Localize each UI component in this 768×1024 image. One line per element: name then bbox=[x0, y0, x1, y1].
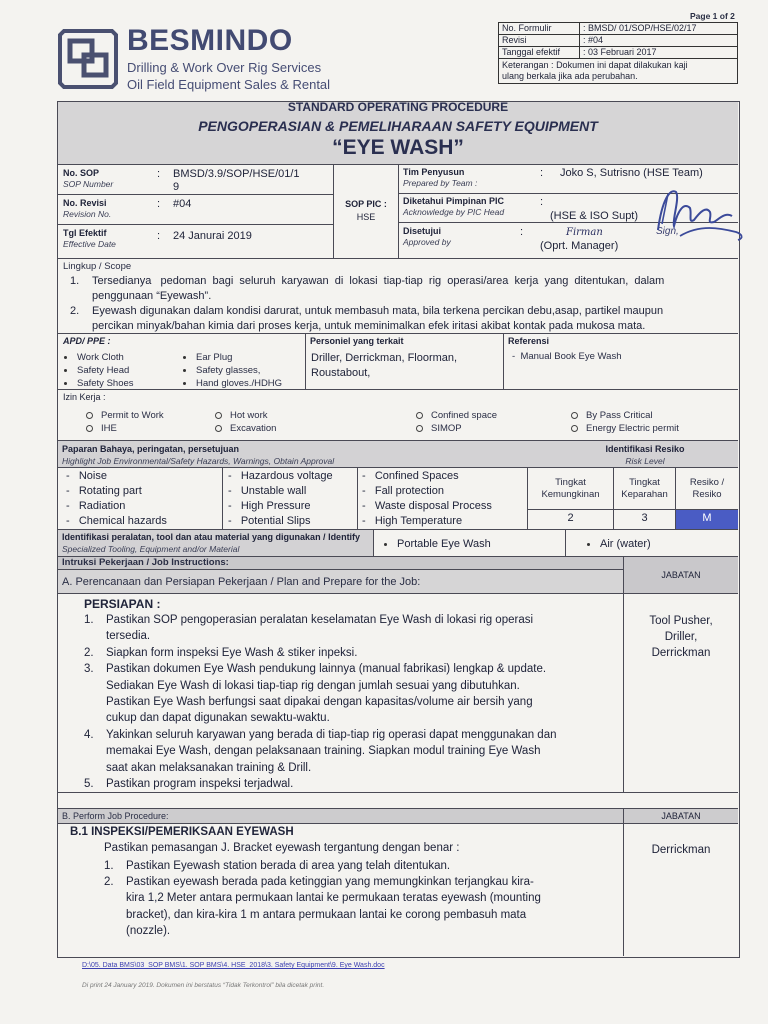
step-line bbox=[84, 776, 619, 792]
reference-value: - Manual Book Eye Wash bbox=[512, 351, 622, 362]
tool-item-2 bbox=[587, 538, 651, 550]
b1-heading: B.1 INSPEKSI/PEMERIKSAAN EYEWASH bbox=[70, 826, 294, 838]
bullet-icon bbox=[183, 369, 186, 372]
ppe-item: Safety Head bbox=[77, 365, 130, 376]
prepared-by-label: Tim Penyusun bbox=[403, 167, 465, 177]
reference-label: Referensi bbox=[508, 336, 550, 346]
effective-date-field-label: Tgl Efektif bbox=[63, 228, 107, 238]
document-info-table bbox=[498, 22, 738, 84]
note-line-1: Dokumen ini dapat dilakukan kaji bbox=[556, 60, 688, 70]
step-number: 2. bbox=[104, 876, 114, 889]
print-note: Di print 24 January 2019. Dokumen ini berstatus “Tidak Terkontrol” bila dicetak print. bbox=[82, 982, 325, 989]
step-line bbox=[104, 923, 619, 939]
step-text: memakai Eye Wash, dengan pelaksanaan training. Siapkan modul training Eye Wash bbox=[106, 745, 541, 758]
b1-role: Derrickman bbox=[651, 844, 711, 856]
step-line bbox=[104, 890, 619, 906]
step-line bbox=[104, 874, 619, 890]
revision-no-sub: Revision No. bbox=[63, 209, 112, 219]
hazard-item: Hazardous voltage bbox=[240, 470, 333, 482]
hazard-item: Rotating part bbox=[78, 485, 142, 497]
severity-header-2: Keparahan bbox=[621, 489, 668, 500]
sop-number-label: No. SOP bbox=[63, 168, 100, 178]
hazard-sub: Highlight Job Environmental/Safety Hazards, Warnings, Obtain Approval bbox=[62, 456, 335, 466]
revision-no-label: No. Revisi bbox=[63, 198, 107, 208]
step-text: tersedia. bbox=[106, 630, 151, 643]
role-item: Driller, bbox=[664, 631, 698, 643]
sop-number-sub: SOP Number bbox=[63, 179, 114, 189]
ppe-item: Safety glasses, bbox=[196, 365, 261, 376]
hazard-item: Confined Spaces bbox=[374, 470, 459, 482]
signature-mark bbox=[640, 180, 750, 250]
sign-text: Sign, bbox=[656, 226, 679, 237]
form-number-label: No. Formulir bbox=[499, 23, 580, 35]
approver-name: Firman bbox=[566, 227, 603, 238]
scope-item-1-line-1: Tersedianya pedoman bagi seluruh karyawan di lokasi tiap-tiap rig operasi/area kerja yang ditentukan, dalam bbox=[92, 275, 665, 287]
plan-roles bbox=[624, 613, 738, 661]
permit-item: IHE bbox=[101, 423, 117, 434]
risk-header-2: Resiko bbox=[692, 489, 722, 500]
form-number-value: : BMSD/ 01/SOP/HSE/02/17 bbox=[580, 23, 738, 35]
checkbox-icon bbox=[416, 425, 423, 432]
risk-level-value: M bbox=[702, 512, 712, 524]
step-line bbox=[84, 743, 619, 759]
permit-col-2 bbox=[215, 409, 276, 435]
bullet-icon bbox=[587, 543, 590, 546]
step-text: saat akan melaksanakan training & Drill. bbox=[106, 761, 312, 774]
company-name: BESMINDO bbox=[127, 24, 293, 57]
bullet-icon bbox=[384, 543, 387, 546]
checkbox-icon bbox=[416, 412, 423, 419]
hazard-item: Noise bbox=[78, 470, 107, 482]
scope-item-1-line-2: penggunaan “Eyewash”. bbox=[92, 290, 212, 302]
role-item: Tool Pusher, bbox=[649, 615, 713, 627]
permit-label: Izin Kerja : bbox=[63, 392, 106, 402]
likelihood-value: 2 bbox=[567, 512, 574, 524]
step-line bbox=[84, 661, 619, 677]
ppe-item: Ear Plug bbox=[196, 352, 233, 363]
note-label: Keterangan : bbox=[502, 60, 554, 70]
step-text: Siapkan form inspeksi Eye Wash & stiker inpeksi. bbox=[106, 646, 358, 659]
prepared-by-value: Joko S, Sutrisno (HSE Team) bbox=[560, 167, 703, 179]
step-line bbox=[84, 645, 619, 661]
checkbox-icon bbox=[571, 412, 578, 419]
effective-date-field-sub: Effective Date bbox=[63, 239, 116, 249]
sop-pic-label: SOP PIC : bbox=[345, 199, 387, 209]
hazard-item: High Temperature bbox=[374, 515, 463, 527]
approved-label: Disetujui bbox=[403, 226, 442, 236]
checkbox-icon bbox=[86, 412, 93, 419]
hazard-item: Fall protection bbox=[374, 485, 444, 497]
tools-label: Identifikasi peralatan, tool dan atau material yang digunakan / Identify bbox=[62, 532, 361, 542]
company-tagline-2: Oil Field Equipment Sales & Rental bbox=[127, 77, 331, 92]
ppe-item: Hand gloves./HDHG bbox=[196, 378, 283, 389]
checkbox-icon bbox=[215, 412, 222, 419]
step-text: Sediakan Eye Wash di lokasi tiap-tiap rig dengan jumlah sesuai yang dibutuhkan. bbox=[106, 679, 520, 692]
step-number: 1. bbox=[104, 860, 114, 872]
inspection-steps bbox=[104, 858, 619, 939]
tool-item-1-text: Portable Eye Wash bbox=[397, 538, 491, 550]
step-line bbox=[84, 694, 619, 710]
severity-value: 3 bbox=[641, 512, 648, 524]
step-text: Yakinkan seluruh karyawan yang berada di tiap-tiap rig operasi dapat menggunakan dan bbox=[106, 728, 557, 741]
personnel-line-1: Driller, Derrickman, Floorman, bbox=[311, 352, 458, 364]
permit-col-3 bbox=[416, 409, 497, 435]
permit-item: Energy Electric permit bbox=[586, 423, 679, 434]
step-line bbox=[84, 612, 619, 628]
checkbox-icon bbox=[571, 425, 578, 432]
hazard-col-1: - Noise - Rotating part - Radiation - Chemical hazards bbox=[66, 470, 167, 527]
checkbox-icon bbox=[86, 425, 93, 432]
document-page: Page 1 of 2 BESMINDO Drilling & Work Over Rig Services Oil Field Equipment Sales & Rental No. Formulir : BMSD/ 01/SOP/HSE/02/17 Revisi : #04 Tanggal efektif : 03 Februari 2017 Keterangan : Dokumen ini dapat dilakukan kaji ulang berkala jika ada perubahan. STANDARD OPERATING PROCEDURE PENGOPERASIAN & PEMELIHARAAN SAFETY EQUIPMENT “EYE WASH” No. SOP SOP Number : BMSD/3.9/SOP/HSE/01/1 9 No. Revisi Revision No. : #04 Tgl Efektif Effective Date : 24 Janurai 2019 SOP PIC : HSE Tim Penyusun Prepared by Team : : Joko S, Sutrisno (HSE Team) Diketahui Pimpinan PIC Acknowledge by PIC Head : (HSE & ISO Supt) Disetujui Approved by : Firman (Oprt. Manager) Sign, Lingkup / Scope 1. Tersedianya pedoman bagi seluruh karyawan di lokasi tiap-tiap rig operasi/area kerja yang ditentukan, dalam penggunaan “Eyewash”. 2. Eyewash digunakan dalam kondisi darurat, untuk membasuh mata, bila terkena percikan debu,asap, partikel maupun percikan minyak/bahan kimia dari proses kerja, untuk meminimalkan efek iritasi akibat kontak pada mukosa mata. APD/ PPE : Work Cloth Safety Head Safety Shoes Ear Plug Safety glasses, Hand gloves./HDHG Personiel yang terkait Driller, Derrickman, Floorman, Roustabout, Referensi - Manual Book Eye Wash Izin Kerja : Permit to Work IHE Hot work Excavation Confined space SIMOP By Pass Critical Energy Electric permit Paparan Bahaya, peringatan, persetujuan Highlight Job Environmental/Safety Hazards, Warnings, Obtain Approval Identifikasi Resiko Risk Level - Noise - Rotating part - Radiation - Chemical hazards - Hazardous voltage - Unstable wall - High Pressure - Potential Slips - Confined Spaces - Fall protection - Waste disposal Process - High Temperature Tingkat Kemungkinan Tingkat Keparahan Resiko / Resiko 2 3 M Identifikasi peralatan, tool dan atau material yang digunakan / Identify Specialized Tooling, Equipment and/or Material Portable Eye Wash Air (water) Intruksi Pekerjaan / Job Instructions: A. Perencanaan dan Persiapan Pekerjaan / Plan and Prepare for the Job: JABATAN PERSIAPAN : 1. Pastikan SOP pengoperasian peralatan keselamatan Eye Wash di lokasi rig operasi tersedia. 2. Siapkan form inspeksi Eye Wash & stiker inpeksi. 3. Pastikan dokumen Eye Wash pendukung lainnya (manual fabrikasi) lengkap & update. Sediakan Eye Wash di lokasi tiap-tiap rig dengan jumlah sesuai yang dibutuhkan. Pastikan Eye Wash berfungsi saat dipakai dengan kapasitas/volume air bersih yang cukup dan dapat digunakan sewaktu-waktu. 4. Yakinkan seluruh karyawan yang berada di tiap-tiap rig operasi dapat menggunakan dan memakai Eye Wash, dengan pelaksanaan training. Siapkan modul training Eye Wash saat akan melaksanakan training & Drill. 5. Pastikan program inspeksi terjadwal. Tool Pusher, Driller, Derrickman B. Perform Job Procedure: JABATAN B.1 INSPEKSI/PEMERIKSAAN EYEWASH Pastikan pemasangan J. Bracket eyewash tergantung dengan benar : 1. Pastikan Eyewash station berada di area yang telah ditentukan. 2. Pastikan eyewash berada pada ketinggian yang memungkinkan terjangkau kira- kira 1,2 Meter antara permukaan lantai ke permukaan teratas eyewash (mounting bracket), dan kira-kira 1 m antara permukaan lantai ke corong pembasuh mata (nozzle). Derrickman D:\05. Data BMS\03_SOP BMS\1. SOP BMS\4. HSE_2018\3. Safety Equipment\9. Eye Wash.doc Di print 24 January 2019. Dokumen ini berstatus “Tidak Terkontrol” bila dicetak print. bbox=[0, 0, 768, 1024]
reference-text: Manual Book Eye Wash bbox=[520, 351, 622, 362]
step-line bbox=[84, 678, 619, 694]
permit-col-1 bbox=[86, 409, 164, 435]
step-text: Pastikan Eyewash station berada di area yang telah ditentukan. bbox=[126, 860, 451, 872]
plan-steps bbox=[84, 612, 619, 792]
step-line bbox=[84, 760, 619, 776]
plan-header: A. Perencanaan dan Persiapan Pekerjaan / Plan and Prepare for the Job: bbox=[62, 576, 421, 588]
risk-sub: Risk Level bbox=[625, 456, 665, 466]
step-number: 5. bbox=[84, 777, 94, 790]
perform-header: B. Perform Job Procedure: bbox=[62, 811, 169, 821]
risk-header bbox=[676, 477, 738, 501]
jabatan-header-b: JABATAN bbox=[661, 811, 701, 821]
permit-item: Hot work bbox=[230, 410, 268, 421]
ppe-item: Safety Shoes bbox=[77, 378, 134, 389]
checkbox-icon bbox=[215, 425, 222, 432]
hazard-col-2: - Hazardous voltage - Unstable wall - High Pressure - Potential Slips bbox=[228, 470, 333, 527]
sop-title-line-3: “EYE WASH” bbox=[332, 136, 464, 159]
risk-label: Identifikasi Resiko bbox=[605, 444, 685, 454]
permit-item: Permit to Work bbox=[101, 410, 164, 421]
risk-header-1: Resiko / bbox=[689, 477, 725, 488]
ppe-item: Work Cloth bbox=[77, 352, 124, 363]
revision-label: Revisi bbox=[499, 35, 580, 47]
scope-item-2-num: 2. bbox=[70, 305, 80, 317]
hazard-label: Paparan Bahaya, peringatan, persetujuan bbox=[62, 444, 240, 454]
step-text: Pastikan Eye Wash berfungsi saat dipakai dengan kapasitas/volume air bersih yang bbox=[106, 695, 533, 708]
file-path-link[interactable]: D:\05. Data BMS\03_SOP BMS\1. SOP BMS\4. HSE_2018\3. Safety Equipment\9. Eye Wash.doc bbox=[82, 962, 385, 969]
hazard-item: High Pressure bbox=[240, 500, 311, 512]
permit-item: Excavation bbox=[230, 423, 277, 434]
step-number: 3. bbox=[84, 663, 94, 676]
hazard-col-3: - Confined Spaces - Fall protection - Waste disposal Process - High Temperature bbox=[362, 470, 492, 527]
severity-header-1: Tingkat bbox=[629, 477, 660, 488]
role-item: Derrickman bbox=[651, 647, 711, 659]
effective-date-label: Tanggal efektif bbox=[499, 47, 580, 59]
ppe-column-2 bbox=[183, 351, 282, 390]
step-line bbox=[104, 858, 619, 874]
tool-item-1 bbox=[384, 538, 491, 550]
page-number: Page 1 of 2 bbox=[690, 11, 735, 21]
tool-item-2-text: Air (water) bbox=[600, 538, 651, 550]
bullet-icon bbox=[64, 369, 67, 372]
jabatan-header-a: JABATAN bbox=[661, 570, 701, 580]
revision-no-value: #04 bbox=[173, 198, 192, 210]
approved-value: (Oprt. Manager) bbox=[540, 240, 619, 252]
hazard-item: Chemical hazards bbox=[78, 515, 167, 527]
step-text: (nozzle). bbox=[126, 924, 171, 937]
step-number: 4. bbox=[84, 728, 94, 741]
hazard-item: Potential Slips bbox=[240, 515, 311, 527]
note-line-2: ulang berkala jika ada perubahan. bbox=[502, 71, 638, 81]
scope-item-1-num: 1. bbox=[70, 275, 80, 287]
tools-sub: Specialized Tooling, Equipment and/or Material bbox=[62, 544, 240, 554]
permit-item: Confined space bbox=[431, 410, 498, 421]
revision-value: : #04 bbox=[580, 35, 738, 47]
step-text: bracket), dan kira-kira 1 m antara permukaan lantai ke corong pembasuh mata bbox=[126, 908, 527, 921]
permit-col-4 bbox=[571, 409, 679, 435]
bullet-icon bbox=[183, 382, 186, 385]
step-text: cukup dan dapat digunakan sewaktu-waktu. bbox=[106, 712, 330, 725]
step-text: Pastikan SOP pengoperasian peralatan keselamatan Eye Wash di lokasi rig operasi bbox=[106, 614, 534, 626]
b1-intro: Pastikan pemasangan J. Bracket eyewash tergantung dengan benar : bbox=[104, 842, 460, 854]
step-text: Pastikan program inspeksi terjadwal. bbox=[106, 777, 294, 790]
step-line bbox=[84, 727, 619, 743]
effective-date-field-value: 24 Janurai 2019 bbox=[173, 230, 252, 242]
hazard-item: Radiation bbox=[78, 500, 126, 512]
hazard-item: Unstable wall bbox=[240, 485, 307, 497]
scope-label: Lingkup / Scope bbox=[63, 261, 132, 272]
step-text: Pastikan eyewash berada pada ketinggian yang memungkinkan terjangkau kira- bbox=[126, 876, 534, 889]
sop-title-line-2: PENGOPERASIAN & PEMELIHARAAN SAFETY EQUIPMENT bbox=[198, 118, 598, 134]
sop-title-line-1: STANDARD OPERATING PROCEDURE bbox=[287, 100, 509, 114]
step-text: kira 1,2 Meter antara permukaan lantai ke permukaan teratas eyewash (mounting bbox=[126, 892, 541, 905]
company-tagline-1: Drilling & Work Over Rig Services bbox=[127, 60, 322, 75]
likelihood-header bbox=[528, 477, 613, 501]
ppe-column-1 bbox=[64, 351, 134, 390]
bullet-icon bbox=[183, 356, 186, 359]
step-line bbox=[104, 907, 619, 923]
hazard-item: Waste disposal Process bbox=[374, 500, 492, 512]
step-line bbox=[84, 628, 619, 644]
acknowledge-sub: Acknowledge by PIC Head bbox=[403, 207, 505, 217]
acknowledge-value: (HSE & ISO Supt) bbox=[550, 210, 639, 222]
step-number: 2. bbox=[84, 646, 94, 659]
permit-item: SIMOP bbox=[431, 423, 462, 434]
step-text: Pastikan dokumen Eye Wash pendukung lainnya (manual fabrikasi) lengkap & update. bbox=[106, 663, 547, 676]
step-number: 1. bbox=[84, 614, 94, 626]
sop-number-value-2: 9 bbox=[173, 181, 180, 193]
likelihood-header-2: Kemungkinan bbox=[541, 489, 600, 500]
persiapan-heading: PERSIAPAN : bbox=[84, 597, 161, 611]
scope-item-2-line-2: percikan minyak/bahan kimia dari proses kerja, untuk meminimalkan efek iritasi akibat kontak pada mukosa mata. bbox=[92, 320, 646, 332]
step-line bbox=[84, 710, 619, 726]
bullet-icon bbox=[64, 382, 67, 385]
permit-item: By Pass Critical bbox=[586, 410, 653, 421]
personnel-line-2: Roustabout, bbox=[311, 367, 371, 379]
severity-header bbox=[614, 477, 675, 501]
personnel-label: Personiel yang terkait bbox=[310, 336, 404, 346]
instructions-label: Intruksi Pekerjaan / Job Instructions: bbox=[62, 557, 229, 568]
ppe-label: APD/ PPE : bbox=[63, 336, 111, 346]
effective-date-value: : 03 Februari 2017 bbox=[580, 47, 738, 59]
company-logo bbox=[56, 27, 120, 91]
scope-item-2-line-1: Eyewash digunakan dalam kondisi darurat, untuk membasuh mata, bila terkena percikan debu,asap, partikel maupun bbox=[92, 305, 664, 317]
sop-number-value-1: BMSD/3.9/SOP/HSE/01/1 bbox=[173, 168, 300, 180]
prepared-by-sub: Prepared by Team : bbox=[403, 178, 478, 188]
sop-pic-value: HSE bbox=[356, 212, 376, 222]
acknowledge-label: Diketahui Pimpinan PIC bbox=[403, 196, 505, 206]
likelihood-header-1: Tingkat bbox=[555, 477, 586, 488]
approved-sub: Approved by bbox=[403, 237, 451, 247]
bullet-icon bbox=[64, 356, 67, 359]
